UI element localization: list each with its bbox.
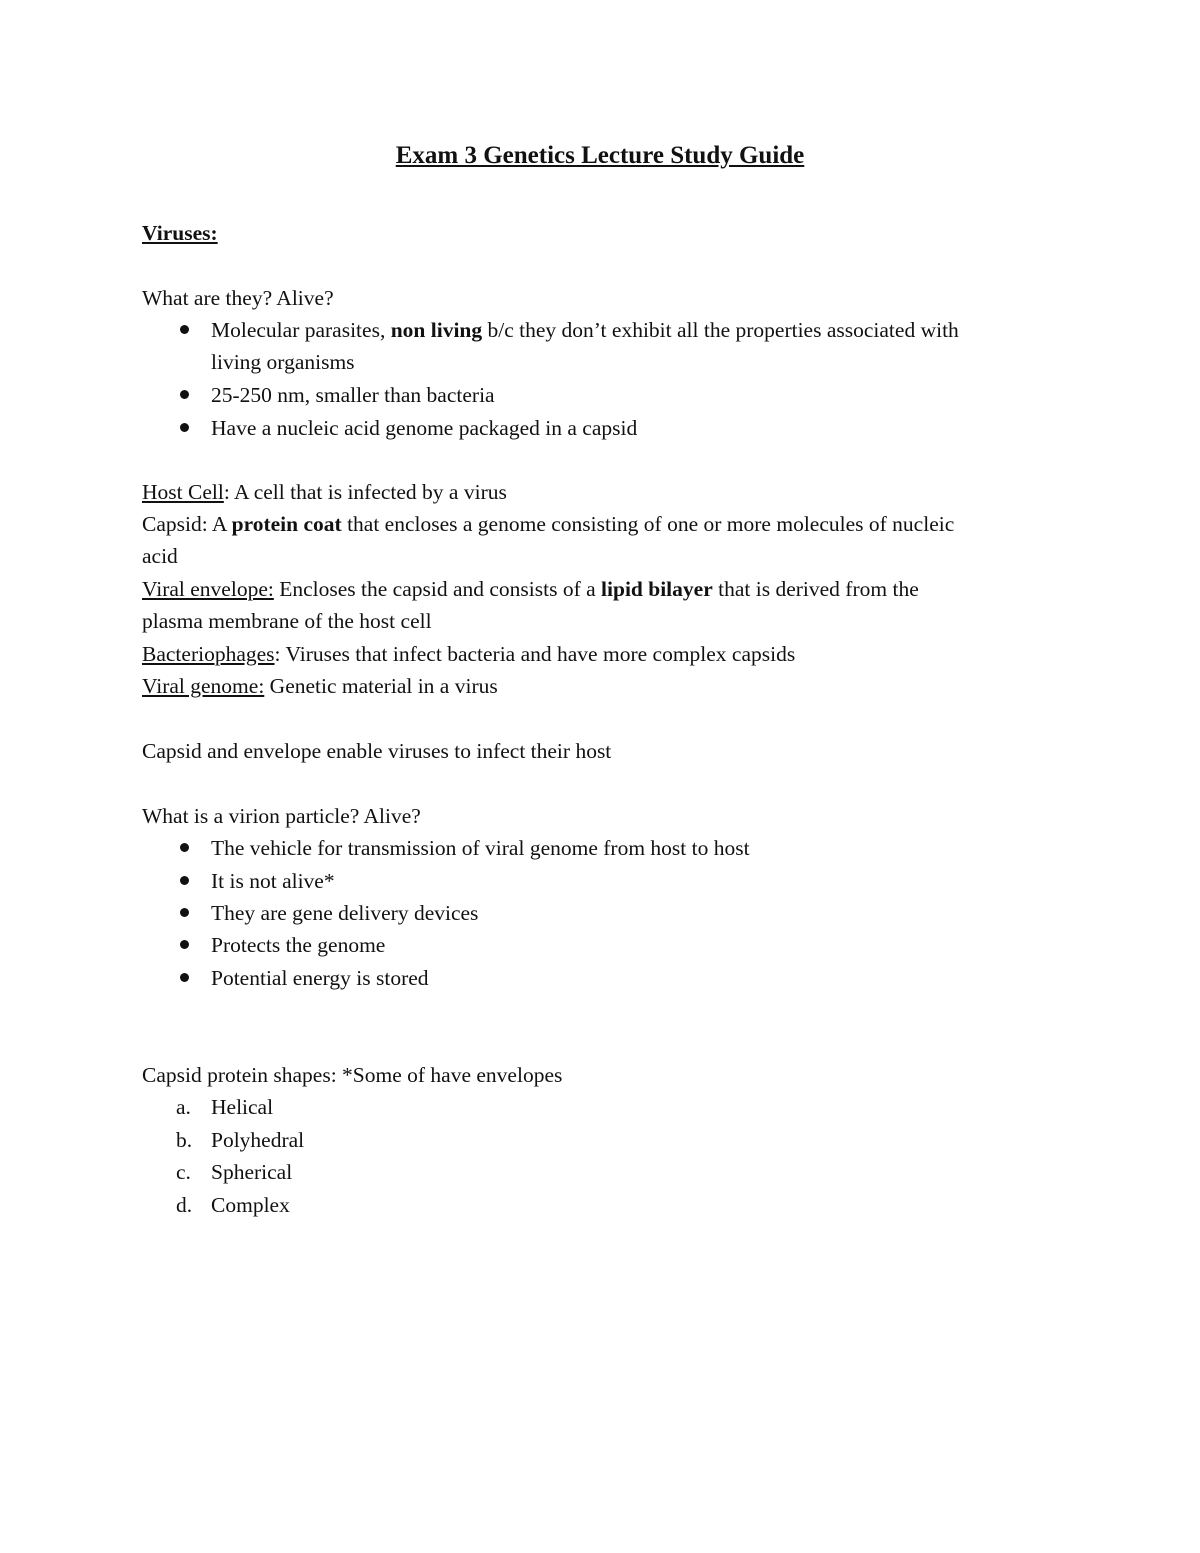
list-letter: a.: [176, 1095, 191, 1119]
bullet-dot: [180, 390, 189, 399]
list-letter: c.: [176, 1160, 191, 1184]
statement-capsid-envelope: Capsid and envelope enable viruses to infect their host: [142, 739, 612, 763]
bullet-item: 25-250 nm, smaller than bacteria: [211, 383, 495, 407]
list-letter: d.: [176, 1193, 193, 1217]
bullet-item: Molecular parasites, non living b/c they don’t exhibit all the properties associated with: [211, 318, 959, 342]
bullet-item: Have a nucleic acid genome packaged in a capsid: [211, 416, 638, 440]
definition-viral-envelope: Viral envelope: Encloses the capsid and consists of a lipid bilayer that is derived from the: [142, 577, 919, 601]
definition-bacteriophages: Bacteriophages: Viruses that infect bacteria and have more complex capsids: [142, 642, 796, 666]
list-letter: b.: [176, 1128, 193, 1152]
bullet-dot: [180, 876, 189, 885]
bold-term: lipid bilayer: [601, 577, 713, 601]
bold-term: protein coat: [231, 512, 342, 536]
capsid-shapes-intro: Capsid protein shapes: *Some of have envelopes: [142, 1063, 563, 1087]
bullet-item: It is not alive*: [211, 869, 335, 893]
list-item: Complex: [211, 1193, 290, 1217]
list-item: Helical: [211, 1095, 274, 1119]
term: Host Cell: [142, 480, 224, 504]
question-virion-particle: What is a virion particle? Alive?: [142, 804, 421, 828]
definition-viral-envelope-continuation: plasma membrane of the host cell: [142, 609, 432, 633]
bullet-item: They are gene delivery devices: [211, 901, 479, 925]
bold-term: non living: [390, 318, 483, 342]
term: Bacteriophages: [142, 642, 275, 666]
section-heading-viruses: Viruses:: [142, 221, 218, 245]
bullet-dot: [180, 940, 189, 949]
bullet-item-continuation: living organisms: [211, 350, 355, 374]
bullet-dot: [180, 423, 189, 432]
bullet-item: Protects the genome: [211, 933, 386, 957]
definition-host-cell: Host Cell: A cell that is infected by a virus: [142, 480, 507, 504]
term: Viral envelope:: [142, 577, 274, 601]
term: Viral genome:: [142, 674, 265, 698]
bullet-dot: [180, 325, 189, 334]
bullet-dot: [180, 843, 189, 852]
list-item: Polyhedral: [211, 1128, 305, 1152]
definition-capsid-continuation: acid: [142, 544, 178, 568]
bullet-dot: [180, 908, 189, 917]
definition-capsid: Capsid: A protein coat that encloses a genome consisting of one or more molecules of nucleic: [142, 512, 955, 536]
definition-viral-genome: Viral genome: Genetic material in a virus: [142, 674, 498, 698]
list-item: Spherical: [211, 1160, 293, 1184]
bullet-dot: [180, 973, 189, 982]
bullet-item: The vehicle for transmission of viral genome from host to host: [211, 836, 750, 860]
bullet-item: Potential energy is stored: [211, 966, 429, 990]
question-what-are-they: What are they? Alive?: [142, 286, 334, 310]
document-title: Exam 3 Genetics Lecture Study Guide: [395, 142, 805, 169]
